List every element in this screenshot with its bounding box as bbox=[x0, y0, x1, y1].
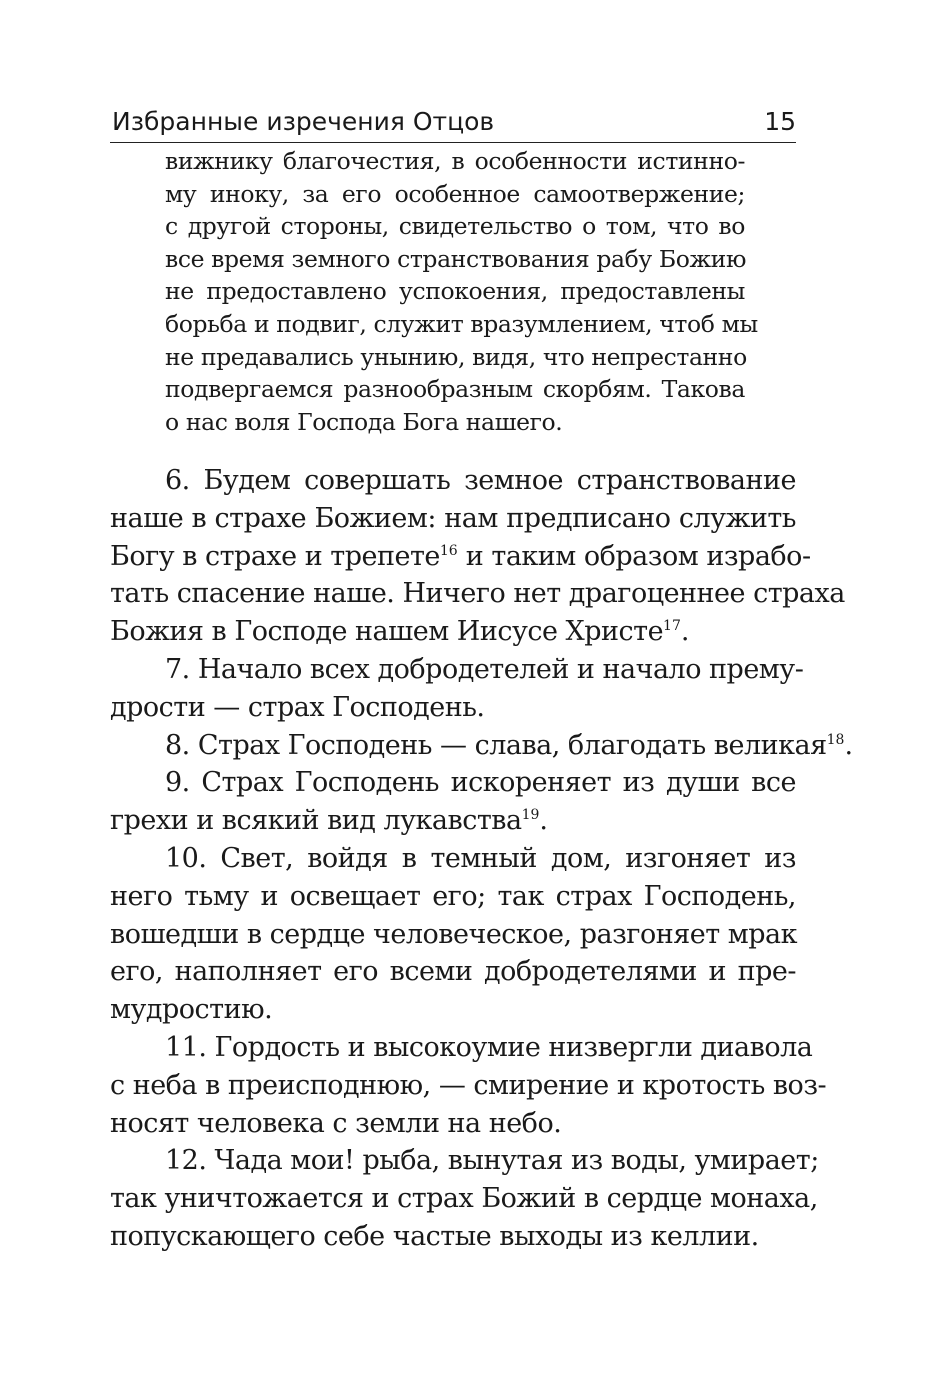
quote-line: борьба и подвиг, служит вразумлением, чтоб мы bbox=[165, 309, 758, 338]
paragraph-12-line: так уничтожается и страх Божий в сердце монаха, bbox=[110, 1183, 818, 1215]
quote-line: вижнику благочестия, в особенности истинно- bbox=[165, 147, 745, 175]
quote-block bbox=[165, 145, 758, 438]
paragraph-6-line: 6. Будем совершать земное странствование bbox=[165, 465, 796, 496]
running-header bbox=[110, 106, 796, 143]
quote-line: му иноку, за его особенное самоотвержение; bbox=[165, 179, 745, 208]
footnote-ref-17[interactable]: 17 bbox=[663, 618, 681, 635]
paragraph-12-line: 12. Чада мои! рыба, вынутая из воды, умирает; bbox=[165, 1145, 819, 1177]
paragraph-11-line: с неба в преисподнюю, — смирение и кротость воз- bbox=[110, 1069, 827, 1101]
paragraph-9-line: грехи и всякий вид лукавства$^{19}$. bbox=[110, 805, 548, 837]
quote-line: о нас воля Господа Бога нашего. bbox=[165, 407, 563, 436]
quote-line: подвергаемся разнообразным скорбям. Такова bbox=[165, 375, 745, 404]
quote-line: все время земного странствования рабу Божию bbox=[165, 244, 747, 273]
quote-line: с другой стороны, свидетельство о том, что во bbox=[165, 212, 745, 241]
paragraph-6-line: Богу в страхе и трепете$^{16}$ и таким образом израбо- bbox=[110, 540, 811, 572]
paragraph-6-line: наше в страхе Божием: нам предписано служить bbox=[110, 502, 796, 534]
paragraph-10-line: его, наполняет его всеми добродетелями и пре- bbox=[110, 956, 796, 988]
paragraph-9-line: 9. Страх Господень искореняет из души все bbox=[165, 767, 796, 799]
paragraph-8-line: 8. Страх Господень — слава, благодать великая$^{18}$. bbox=[165, 729, 853, 761]
paragraph-10-line: 10. Свет, войдя в темный дом, изгоняет из bbox=[165, 842, 796, 874]
paragraph-10-line: вошедши в сердце человеческое, разгоняет мрак bbox=[110, 918, 797, 950]
paragraph-6-line: Божия в Господе нашем Иисусе Христе$^{17}$. bbox=[110, 616, 689, 648]
paragraph-11-line: 11. Гордость и высокоумие низвергли диавола bbox=[165, 1031, 813, 1063]
footnote-ref-16[interactable]: 16 bbox=[439, 542, 458, 559]
paragraph-6-line: тать спасение наше. Ничего нет драгоценнее страха bbox=[110, 578, 845, 610]
paragraph-10-line: него тьму и освещает его; так страх Господень, bbox=[110, 880, 796, 912]
quote-line: не предавались унынию, видя, что непрестанно bbox=[165, 342, 747, 371]
quote-line: не предоставлено успокоения, предоставлены bbox=[165, 277, 745, 306]
paragraph-7-line: дрости — страх Господень. bbox=[110, 691, 485, 723]
paragraph-7-line: 7. Начало всех добродетелей и начало прему- bbox=[165, 653, 804, 685]
footnote-ref-19[interactable]: 19 bbox=[521, 807, 540, 824]
paragraph-11-line: носят человека с земли на небо. bbox=[110, 1107, 562, 1139]
page-number: 15 bbox=[764, 107, 796, 136]
paragraph-12-line: попускающего себе частые выходы из келлии. bbox=[110, 1220, 759, 1252]
main-text bbox=[110, 462, 853, 1256]
footnote-ref-18[interactable]: 18 bbox=[826, 731, 845, 748]
paragraph-10-line: мудростию. bbox=[110, 994, 273, 1026]
header-title: Избранные изречения Отцов bbox=[112, 107, 495, 136]
